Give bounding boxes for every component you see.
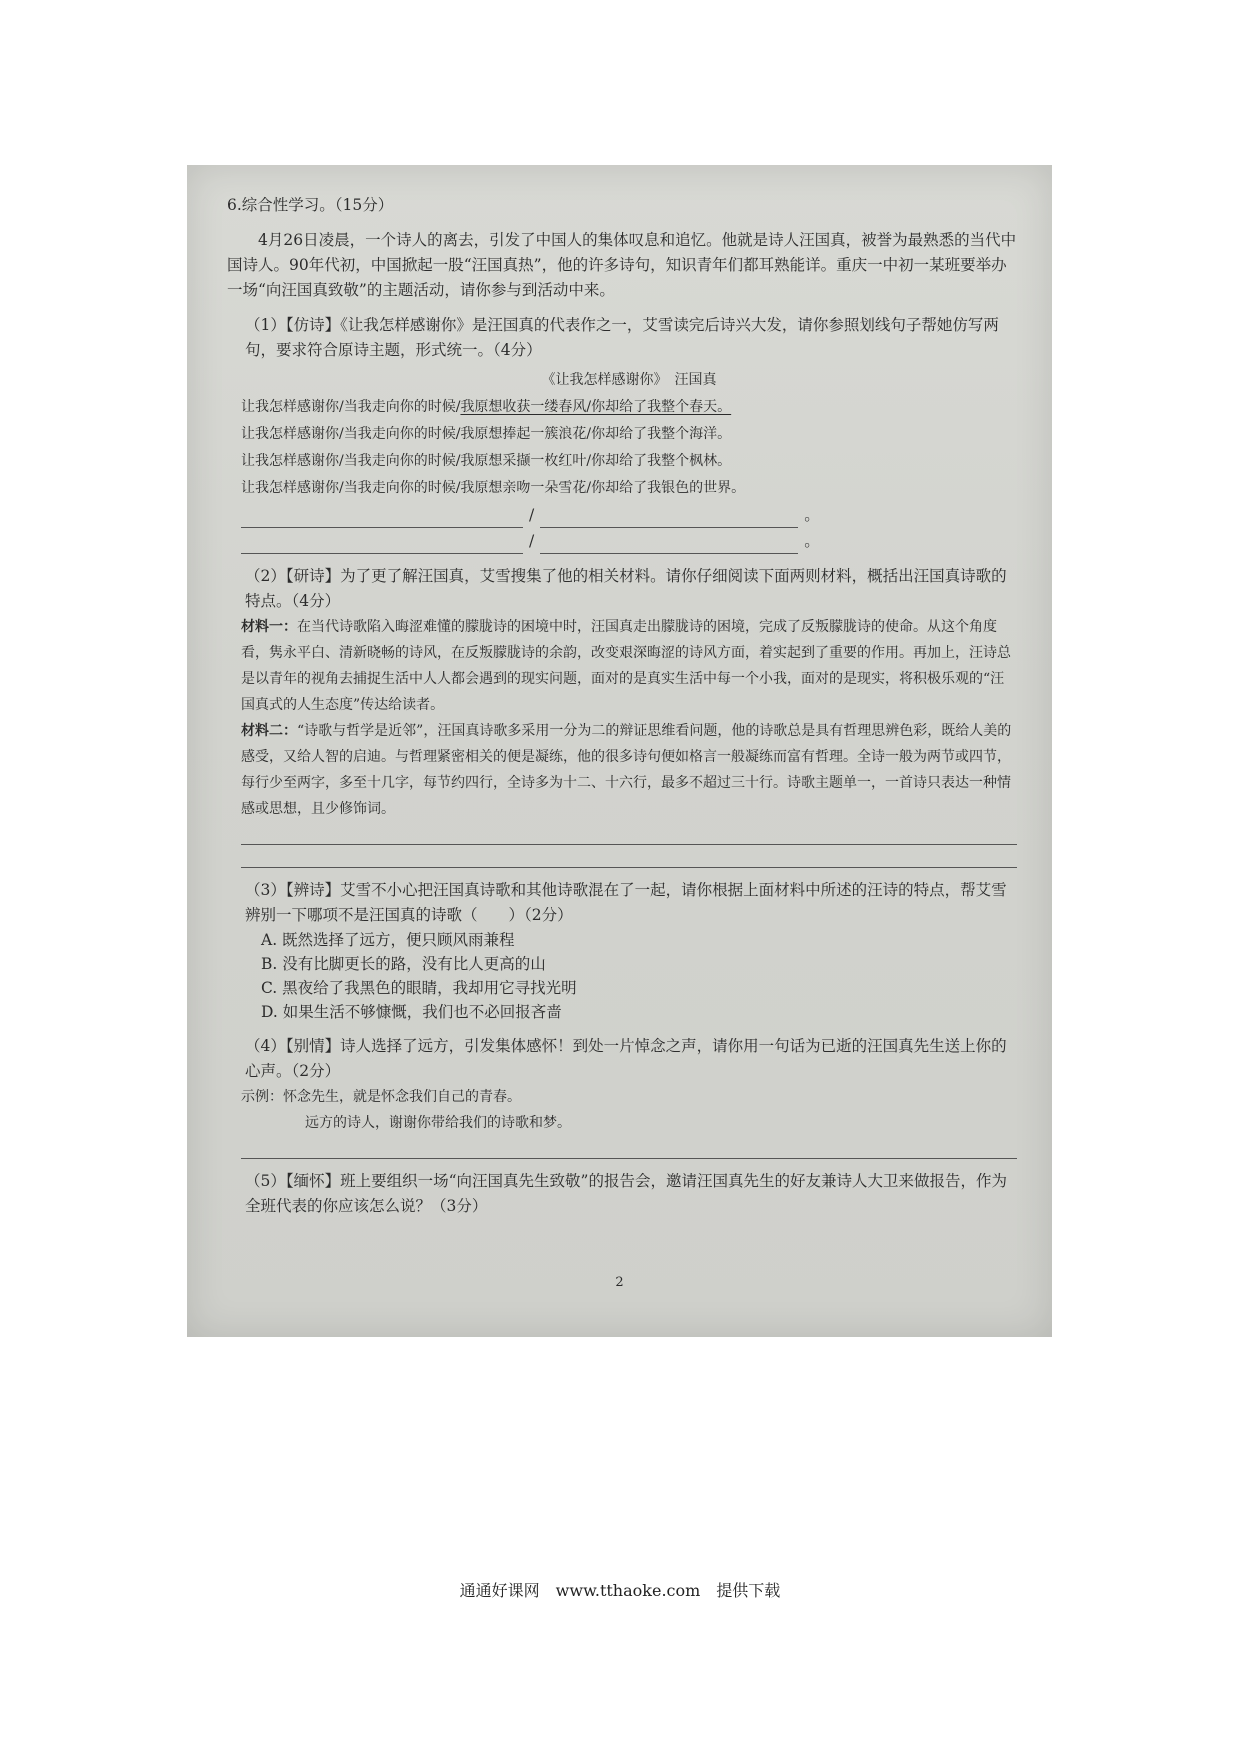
- part2-prompt: （2）【研诗】为了更了解汪国真，艾雪搜集了他的相关材料。请你仔细阅读下面两则材料，概括出汪国真诗歌的特点。（4分）: [245, 567, 1007, 610]
- part4-prompt: （4）【别情】诗人选择了远方，引发集体感怀！到处一片悼念之声，请你用一句话为已逝的汪国真先生送上你的心声。（2分）: [245, 1037, 1007, 1080]
- part1-prompt: （1）【仿诗】《让我怎样感谢你》是汪国真的代表作之一，艾雪读完后诗兴大发，请你参照划线句子帮她仿写两句，要求符合原诗主题，形式统一。（4分）: [245, 316, 999, 359]
- part4-section: [227, 1034, 1017, 1159]
- part1-section: [227, 313, 1017, 554]
- answer-line[interactable]: [241, 1136, 1017, 1159]
- download-footer: 通通好课网 www.tthaoke.com 提供下载: [459, 1581, 781, 1600]
- poem-line: [241, 448, 1017, 475]
- example-line: 远方的诗人，谢谢你带给我们的诗歌和梦。: [305, 1115, 571, 1131]
- part3-section: [227, 878, 1017, 1024]
- intro-paragraph: 4月26日凌晨，一个诗人的离去，引发了中国人的集体叹息和追忆。他就是诗人汪国真，被誉为最熟悉的当代中国诗人。90年代初，中国掀起一股“汪国真热”，他的许多诗句，知识青年们都耳熟能详。重庆一中初一某班要举办一场“向汪国真致敬”的主题活动，请你参与到活动中来。: [227, 231, 1017, 299]
- part3-prompt: （3）【辨诗】艾雪不小心把汪国真诗歌和其他诗歌混在了一起，请你根据上面材料中所述的汪诗的特点，帮艾雪辨别一下哪项不是汪国真的诗歌（ ）（2分）: [245, 881, 1007, 924]
- poem-line-text: 让我怎样感谢你/当我走向你的时候/我原想亲吻一朵雪花/你却给了我银色的世界。: [241, 480, 746, 496]
- poem-line-underlined: 我原想收获一缕春风/你却给了我整个春天。: [460, 399, 732, 415]
- answer-line[interactable]: [241, 845, 1017, 868]
- answer-blank[interactable]: [241, 509, 523, 528]
- blank-separator: /: [529, 506, 535, 524]
- example-label: 示例：: [241, 1089, 283, 1105]
- scanned-exam-photo: [187, 165, 1052, 1337]
- material-one: [227, 614, 1017, 718]
- answer-blank[interactable]: [540, 509, 798, 528]
- blank-separator: /: [529, 532, 535, 550]
- option-a[interactable]: A. 既然选择了远方，便只顾风雨兼程: [261, 931, 515, 949]
- option-d[interactable]: D. 如果生活不够慷慨，我们也不必回报吝啬: [261, 1003, 562, 1021]
- options-list: [227, 928, 1017, 1024]
- poem-line: [241, 421, 1017, 448]
- example-line: [241, 1084, 1017, 1110]
- exam-sheet: [227, 193, 1017, 1219]
- answer-blank[interactable]: [540, 535, 798, 554]
- answer-blank[interactable]: [241, 535, 523, 554]
- poem-line-text: 让我怎样感谢你/当我走向你的时候/我原想采撷一枚红叶/你却给了我整个枫林。: [241, 453, 732, 469]
- material-text: “诗歌与哲学是近邻”，汪国真诗歌多采用一分为二的辩证思维看问题，他的诗歌总是具有哲理思辨色彩，既给人美的感受，又给人智的启迪。与哲理紧密相关的便是凝练，他的很多诗句便如格言一般凝练而富有哲理。全诗一般为两节或四节，每行少至两字，多至十几字，每节约四行，全诗多为十二、十六行，最多不超过三十行。诗歌主题单一，一首诗只表达一种情感或思想，且少修饰词。: [241, 723, 1012, 817]
- option-b[interactable]: B. 没有比脚更长的路，没有比人更高的山: [261, 955, 546, 973]
- answer-line[interactable]: [241, 822, 1017, 845]
- poem-line-text: 让我怎样感谢你/当我走向你的时候/我原想捧起一簇浪花/你却给了我整个海洋。: [241, 426, 732, 442]
- material-label: 材料二：: [241, 723, 297, 739]
- example-block: [227, 1084, 1017, 1136]
- poem-line: [241, 394, 1017, 421]
- blank-end-mark: 。: [804, 532, 820, 550]
- poem-line-text: 让我怎样感谢你/当我走向你的时候/: [241, 399, 461, 415]
- option-c[interactable]: C. 黑夜给了我黑色的眼睛，我却用它寻找光明: [261, 979, 577, 997]
- material-label: 材料一：: [241, 619, 297, 635]
- poem-block: [227, 367, 1017, 502]
- material-two: [227, 718, 1017, 822]
- poem-line: [241, 475, 1017, 502]
- example-text: 怀念先生，就是怀念我们自己的青春。: [283, 1089, 521, 1105]
- blank-end-mark: 。: [804, 506, 820, 524]
- part2-section: [227, 564, 1017, 868]
- material-text: 在当代诗歌陷入晦涩难懂的朦胧诗的困境中时，汪国真走出朦胧诗的困境，完成了反叛朦胧诗的使命。从这个角度看，隽永平白、清新晓畅的诗风，在反叛朦胧诗的余韵，改变艰深晦涩的诗风方面，着实起到了重要的作用。再加上，汪诗总是以青年的视角去捕捉生活中人人都会遇到的现实问题，面对的是真实生活中每一个小我，面对的是现实，将积极乐观的“汪国真式的人生态度”传达给读者。: [241, 619, 1011, 713]
- poem-title: 《让我怎样感谢你》 汪国真: [541, 372, 717, 388]
- imitation-answer-row: [227, 528, 1017, 554]
- page-number: 2: [615, 1275, 624, 1290]
- imitation-answer-row: [227, 502, 1017, 528]
- question-title: 6.综合性学习。（15分）: [227, 196, 394, 214]
- part5-prompt: （5）【缅怀】班上要组织一场“向汪国真先生致敬”的报告会，邀请汪国真先生的好友兼诗人大卫来做报告，作为全班代表的你应该怎么说？（3分）: [245, 1172, 1007, 1215]
- part5-section: [227, 1169, 1017, 1219]
